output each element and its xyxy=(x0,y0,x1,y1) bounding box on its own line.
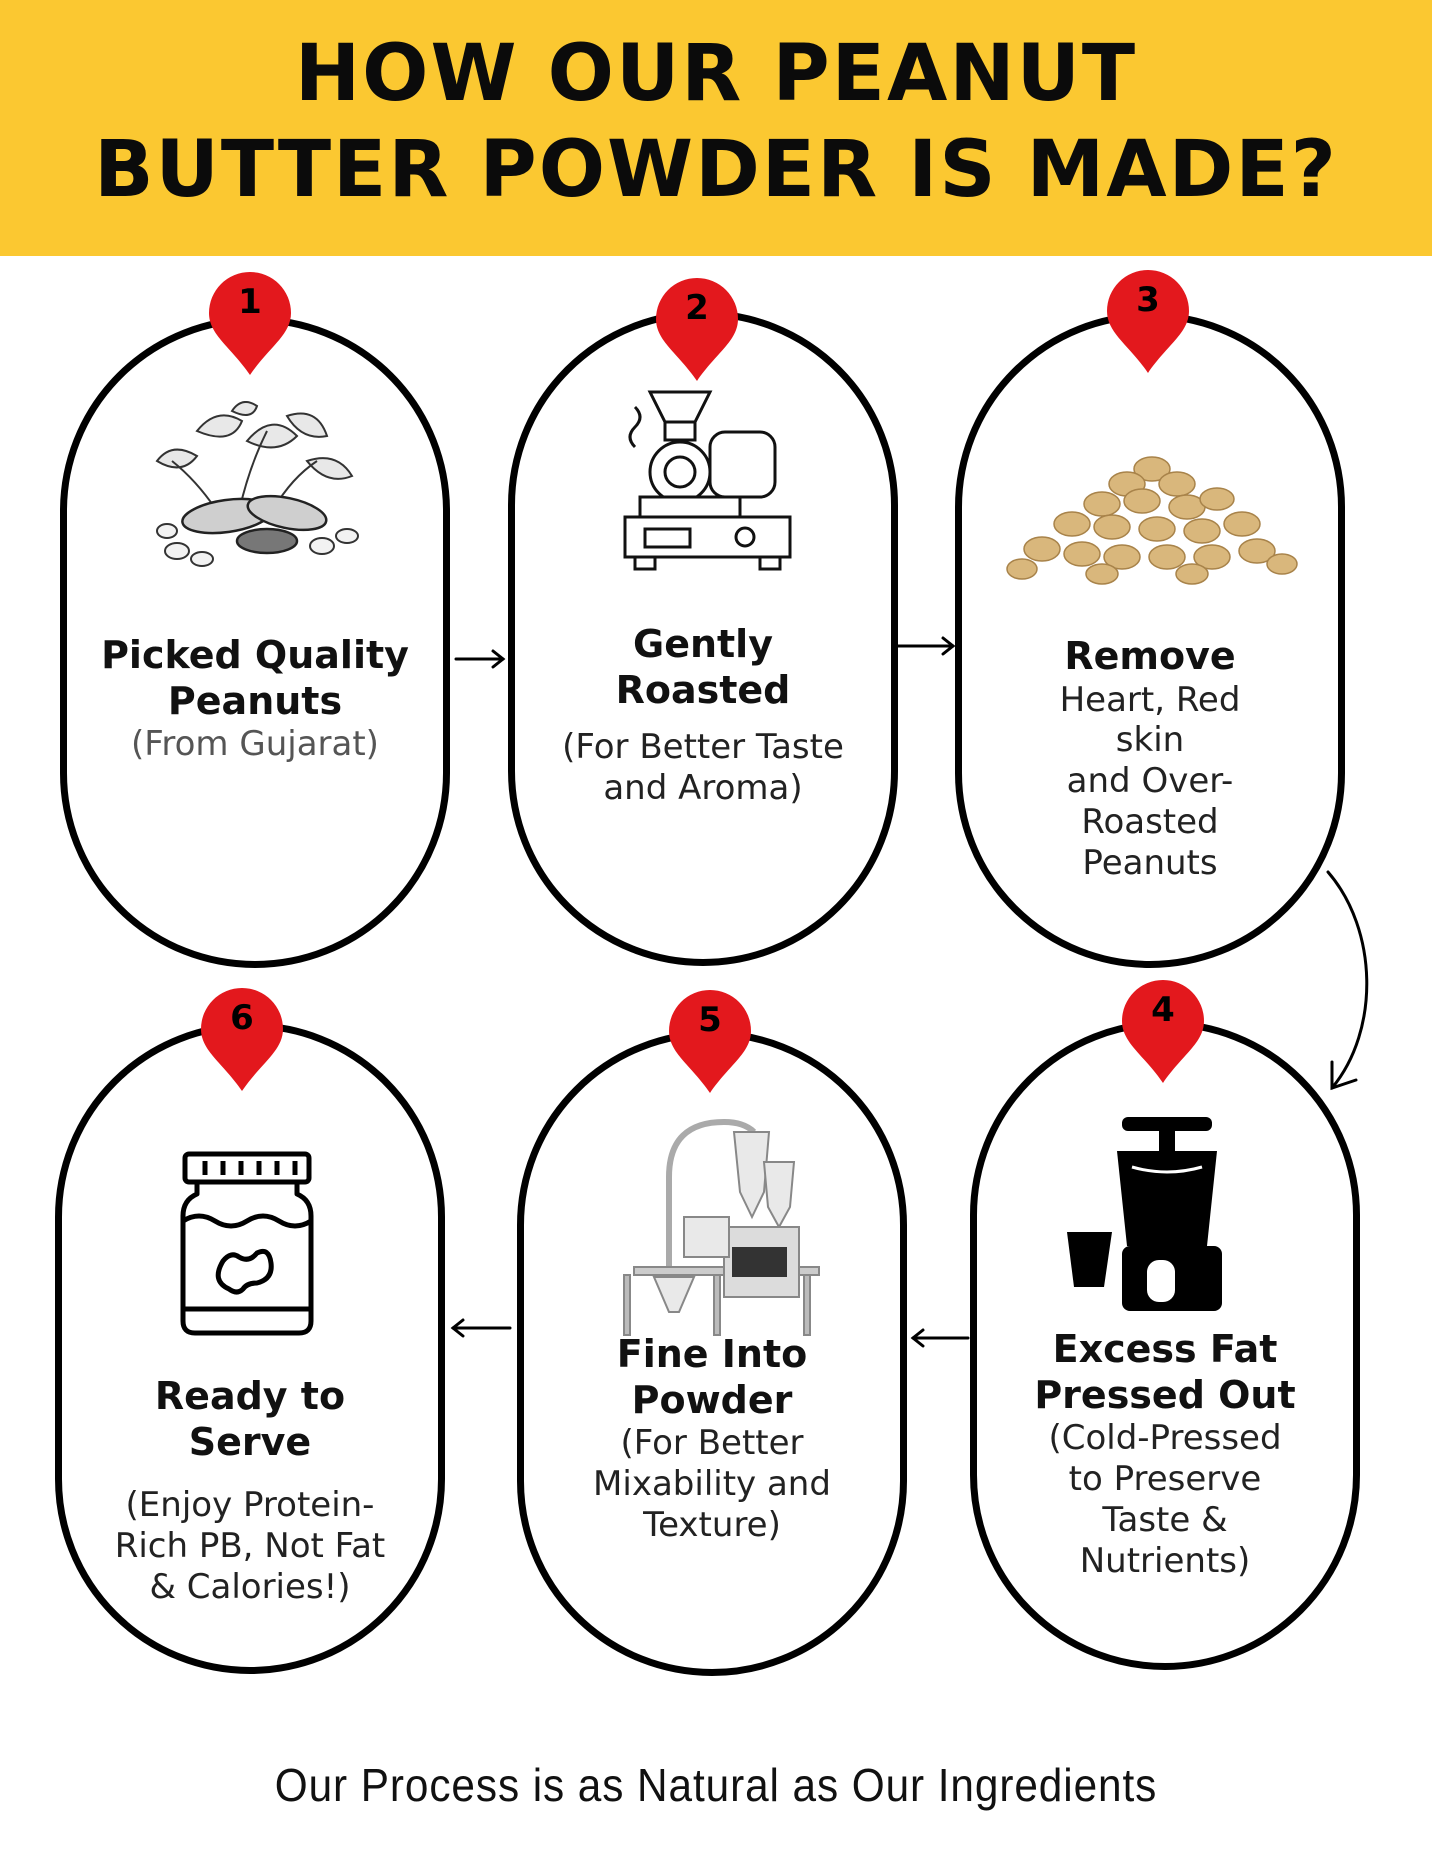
step-badge-2 xyxy=(652,274,742,394)
step-card-2 xyxy=(508,310,898,966)
step-badge-5 xyxy=(665,986,755,1106)
flour-mill-icon xyxy=(614,1107,824,1347)
step-6-text xyxy=(92,1374,408,1608)
step-number-6: 6 xyxy=(230,998,254,1038)
step-6-title-line-1: Ready to Serve xyxy=(154,1374,346,1464)
step-6-sub-line-3: & Calories!) xyxy=(149,1566,351,1607)
step-badge-1 xyxy=(205,268,295,388)
step-2-text xyxy=(545,622,861,809)
peanut-pile-icon xyxy=(1002,429,1302,589)
step-2-sub-line-1: (For Better Taste xyxy=(562,727,844,768)
step-4-sub-line-2: to Preserve xyxy=(1068,1458,1262,1499)
step-4-text xyxy=(1007,1327,1323,1581)
step-3-title-line-1: Remove xyxy=(1064,634,1236,678)
step-5-title-line-1: Fine Into xyxy=(616,1332,808,1376)
step-3-text xyxy=(992,634,1308,884)
step-badge-6 xyxy=(197,984,287,1104)
step-5-title-line-2: Powder xyxy=(631,1377,793,1422)
step-5-sub-line-3: Texture) xyxy=(643,1504,781,1545)
step-3-sub-line-3: and Over- xyxy=(1066,761,1234,802)
title-line-2: BUTTER POWDER IS MADE? xyxy=(94,125,1338,215)
step-5-sub-line-1: (For Better xyxy=(620,1423,804,1464)
step-badge-3 xyxy=(1103,266,1193,386)
step-2-title-line-2: Roasted xyxy=(615,667,791,712)
step-badge-4 xyxy=(1118,976,1208,1096)
roaster-machine-icon xyxy=(620,387,800,587)
arrow-step4-to-step5 xyxy=(913,1330,968,1346)
step-card-3 xyxy=(955,312,1345,968)
title-line-1: HOW OUR PEANUT xyxy=(294,29,1138,119)
step-5-sub-line-2: Mixability and xyxy=(593,1463,831,1504)
step-6-sub-line-1: (Enjoy Protein- xyxy=(125,1485,375,1526)
arrow-step1-to-step2 xyxy=(456,651,503,667)
step-2-sub-line-2: and Aroma) xyxy=(603,767,803,808)
step-4-sub-line-3: Taste & xyxy=(1102,1499,1228,1540)
step-3-sub-line-1: Heart, Red xyxy=(1059,679,1241,720)
step-card-6 xyxy=(55,1022,445,1674)
step-5-text xyxy=(554,1332,870,1546)
step-card-5 xyxy=(517,1030,907,1676)
step-number-5: 5 xyxy=(698,1000,722,1040)
step-1-text xyxy=(97,633,413,765)
step-2-title-line-1: Gently xyxy=(633,622,773,666)
peanut-butter-jar-icon xyxy=(177,1149,317,1339)
step-number-4: 4 xyxy=(1151,990,1175,1030)
step-card-4 xyxy=(970,1020,1360,1670)
arrow-step3-to-step4 xyxy=(1328,872,1367,1088)
step-3-sub-line-2: skin xyxy=(1115,720,1185,761)
step-4-sub-line-4: Nutrients) xyxy=(1079,1540,1251,1581)
step-1-title-line-2: Peanuts xyxy=(167,678,343,723)
step-number-1: 1 xyxy=(238,282,262,322)
cold-press-juicer-icon xyxy=(1062,1112,1252,1317)
step-1-sub-line-1: (From Gujarat) xyxy=(131,724,379,765)
step-4-title-line-2: Pressed Out xyxy=(1034,1372,1296,1417)
page-title xyxy=(0,26,1432,218)
step-4-title-line-1: Excess Fat xyxy=(1052,1327,1278,1371)
header-banner xyxy=(0,0,1432,256)
peanut-plant-icon xyxy=(137,401,377,571)
step-number-3: 3 xyxy=(1136,280,1160,320)
step-1-title-line-1: Picked Quality xyxy=(101,633,409,677)
arrow-step2-to-step3 xyxy=(898,638,953,654)
step-number-2: 2 xyxy=(685,288,709,328)
step-4-sub-line-1: (Cold-Pressed xyxy=(1048,1418,1282,1459)
step-3-sub-line-4: Roasted xyxy=(1081,801,1219,842)
step-card-1 xyxy=(60,316,450,968)
step-3-sub-line-5: Peanuts xyxy=(1082,842,1218,883)
arrow-step5-to-step6 xyxy=(453,1320,510,1336)
footer-tagline: Our Process is as Natural as Our Ingredients xyxy=(274,1759,1158,1811)
step-6-sub-line-2: Rich PB, Not Fat xyxy=(114,1525,386,1566)
